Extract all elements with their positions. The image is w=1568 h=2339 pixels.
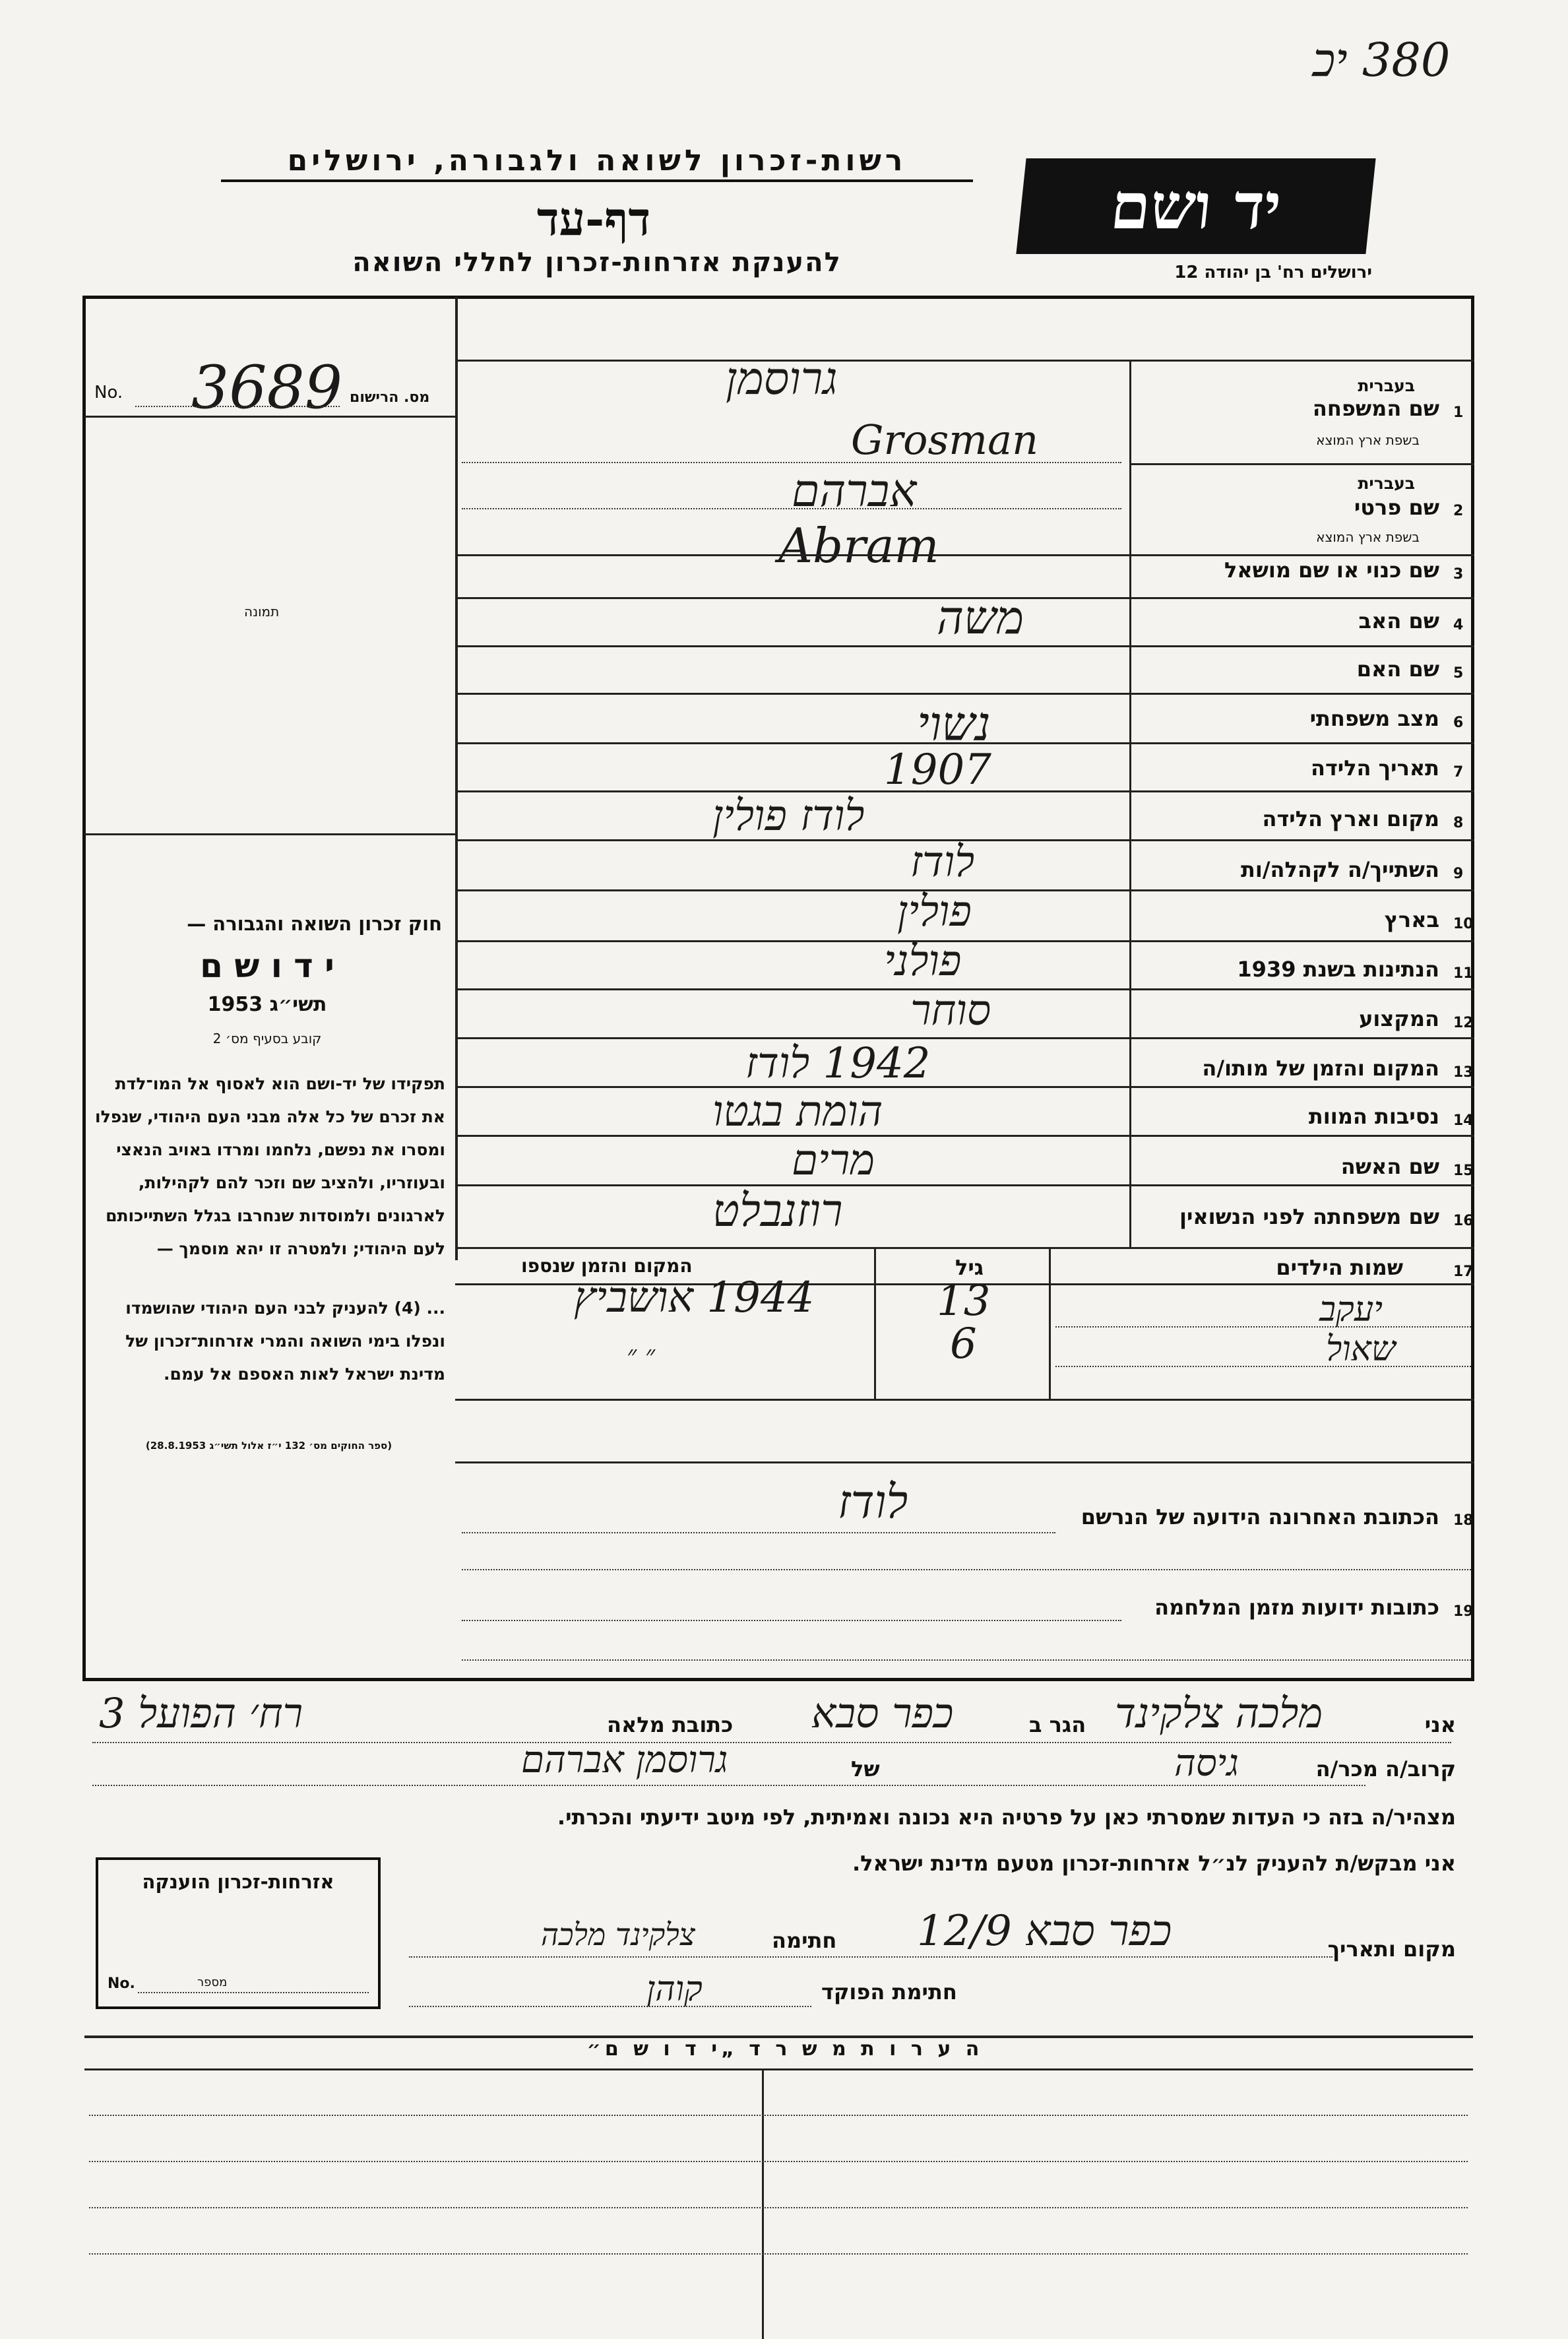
registration-no-label: No. (94, 383, 123, 402)
field-num-7: 7 (1453, 764, 1464, 781)
of-label: של (851, 1756, 880, 1781)
relative-label: קרוב/ה מכר/ה (1315, 1756, 1456, 1781)
law-source: (ספר החוקים מס׳ 132 י״ז אלול תשי״ג 28.8.1953) (145, 1440, 392, 1452)
authority-title: רשות-זכרון לשואה ולגבורה, ירושלים (287, 144, 907, 177)
office-notes-divider (762, 2068, 764, 2339)
row-14-separator (455, 1135, 1474, 1137)
field-num-19: 19 (1453, 1603, 1474, 1620)
field-18-top-line (455, 1461, 1474, 1463)
field-label-family-name: שם המשפחה (1312, 396, 1439, 421)
field-label-citizenship: הנתינות בשנת 1939 (1237, 957, 1439, 982)
officer-signature-line (409, 2006, 811, 2007)
registration-dotted (135, 406, 340, 407)
officer-signature-label: חתימת הפוקד (821, 1979, 957, 2004)
law-body: תפקידו של יד-ושם הוא לאסוף אל המו־לדת את זכרם של כל אלה מבני העם היהודי, שנפלו ומסרו את נפשם, נלחמו ומרדו באויב הנאצי ובעוזריו, ולהציב שם וזכר להם לקהילות, לארגונים ולמוסדות שנחרבו בגלל השתייכותם לעם היהודי; ולמטרה זו יהא מוסמך — (95, 1074, 445, 1258)
law-year: תשי״ג 1953 (207, 993, 327, 1016)
first-name-line-1 (462, 508, 1121, 509)
signature-value: צלקינד מלכה (541, 1917, 695, 1952)
declaration-statement-2: אני מבקש/ת להעניק לנ״ל אזרחות-זכרון מטעם מדינת ישראל. (852, 1851, 1456, 1876)
field-label-birthplace: מקום וארץ הלידה (1262, 806, 1439, 831)
office-notes-header-line (84, 2068, 1473, 2070)
field-value-birthdate: 1907 (884, 746, 991, 794)
field-label-birthdate: תאריך הלידה (1310, 755, 1439, 781)
row-1-separator (1129, 463, 1474, 465)
row-6-separator (455, 742, 1474, 744)
row-2-separator (455, 554, 1474, 556)
field-value-profession: סוחר (910, 986, 991, 1035)
field-value-death: 1942 לודז (745, 1039, 931, 1088)
field-value-wife-maiden: רוזנבלט (712, 1185, 843, 1237)
logo-address: ירושלים רח' בן יהודה 12 (1174, 263, 1372, 282)
field-19-dotted-1 (462, 1620, 1121, 1621)
field-label-country: בארץ (1384, 907, 1439, 932)
declarant-city: כפר סבא (811, 1689, 954, 1737)
declarant-address: רח׳ הפועל 3 (99, 1689, 303, 1737)
field-label-death-circumstances: נסיבות המוות (1308, 1104, 1439, 1129)
field-label-alias: שם כנוי או שם מושאל (1224, 558, 1439, 583)
field-label-wife: שם האשה (1340, 1154, 1439, 1179)
citizenship-box (96, 1857, 381, 2009)
form-subtitle: להענקת אזרחות-זכרון לחללי השואה (352, 247, 842, 278)
row-10-separator (455, 940, 1474, 942)
office-notes-line-3 (89, 2207, 1468, 2208)
office-notes-title: ה ע ר ו ת מ ש ר ד „י ד ו ש ם״ (586, 2037, 984, 2061)
field-num-18: 18 (1453, 1512, 1474, 1529)
signature-label: חתימה (772, 1928, 837, 1953)
field-value-birthplace: לודז פולין (712, 792, 865, 841)
signature-line (409, 1956, 1333, 1958)
declarant-name: מלכה צלקינד (1115, 1689, 1323, 1737)
field-label-wartime-addresses: כתובות ידועות מזמן המלחמה (1154, 1595, 1439, 1620)
office-notes-line-4 (89, 2253, 1468, 2255)
field-num-8: 8 (1453, 815, 1464, 831)
field-label-death: המקום והזמן של מותו/ה (1202, 1056, 1439, 1081)
field-label-wife-maiden: שם משפחתה לפני הנשואין (1179, 1204, 1439, 1229)
resides-label: הגר ב (1029, 1712, 1086, 1737)
field-sub-hebrew-1: בעברית (1358, 376, 1415, 395)
field-label-father: שם האב (1358, 608, 1439, 633)
field-num-13: 13 (1453, 1064, 1474, 1081)
citizenship-box-no: No. (108, 1975, 135, 1992)
officer-signature-value: קוהן (646, 1970, 703, 2009)
law-clause: קובע בסעיף מס׳ 2 (212, 1031, 322, 1046)
corner-annotation: 380 יכ (1313, 33, 1451, 87)
field-num-11: 11 (1453, 965, 1474, 982)
field-value-first-name-he: אברהם (792, 465, 917, 517)
field-value-community: לודז (910, 838, 975, 887)
place-date-value: כפר סבא 12/9 (917, 1907, 1172, 1956)
field-value-marital: נשוי (917, 696, 991, 752)
field-label-marital: מצב משפחתי (1309, 706, 1439, 731)
child-place-1: 1944 אושביץ (574, 1273, 815, 1322)
declaration-statement-1: מצהיר/ה בזה כי העדות שמסרתי כאן על פרטיה היא נכונה ואמיתית, לפי מיטב ידיעתי והכרתי. (557, 1805, 1456, 1830)
field-value-country: פולין (897, 887, 972, 936)
children-bottom-line (455, 1399, 1474, 1401)
field-num-4: 4 (1453, 617, 1464, 633)
row-16-separator (455, 1247, 1474, 1249)
row-12-separator (455, 1037, 1474, 1039)
field-sub-hebrew-2: בעברית (1358, 474, 1415, 493)
field-value-citizenship: פולני (884, 937, 962, 986)
photo-label: תמונה (244, 604, 280, 620)
photo-bottom-line (84, 833, 455, 835)
office-notes-line-2 (89, 2161, 1468, 2162)
field-value-family-name-he: גרוסמן (726, 353, 838, 405)
field-num-10: 10 (1453, 916, 1474, 932)
address-label: כתובת מלאה (607, 1712, 734, 1737)
field-label-mother: שם האם (1356, 657, 1439, 682)
children-header-age: גיל (955, 1255, 984, 1280)
field-18-dotted-2 (462, 1569, 1471, 1570)
row-5-separator (455, 693, 1474, 695)
field-num-2: 2 (1453, 503, 1464, 519)
form-title: דף-עד (536, 191, 651, 246)
place-date-label: מקום ותאריך (1327, 1937, 1456, 1962)
field-num-1: 1 (1453, 404, 1464, 421)
label-column-divider (1129, 360, 1131, 1247)
field-num-16: 16 (1453, 1213, 1474, 1229)
declaration-i-label: אני (1424, 1712, 1456, 1737)
children-age-divider (1049, 1247, 1051, 1399)
row-15-separator (455, 1184, 1474, 1186)
field-18-dotted-1 (462, 1532, 1055, 1533)
children-row-1-line (1055, 1326, 1471, 1328)
logo-text: יד ושם (1107, 169, 1285, 243)
declaration-line-2 (92, 1785, 1365, 1786)
left-column-divider (455, 297, 458, 1260)
field-num-3: 3 (1453, 566, 1464, 583)
child-name-2: שאול (1326, 1330, 1396, 1369)
field-sub-origin-2: בשפת ארץ המוצא (1316, 529, 1420, 545)
child-place-2: ״ ״ (627, 1340, 656, 1370)
row-7-separator (455, 790, 1474, 792)
family-name-line-2 (462, 462, 1121, 463)
law-body-2: ... (4) להעניק לבני העם היהודי שהושמדו ונפלו בימי השואה והמרי אזרחות־זכרון של מדינת ישראל לאות האספם אל עמם. (125, 1298, 445, 1384)
of-value: גרוסמן אברהם (521, 1739, 728, 1781)
field-label-first-name: שם פרטי (1354, 495, 1439, 520)
field-num-14: 14 (1453, 1112, 1474, 1129)
citizenship-box-number-line (138, 1992, 369, 1993)
top-row-line (455, 360, 1474, 362)
field-value-father: משה (937, 591, 1024, 645)
field-num-6: 6 (1453, 715, 1464, 731)
field-value-death-circumstances: הומת בגטו (712, 1087, 883, 1136)
registration-number: 3689 (191, 353, 343, 422)
field-value-family-name-latin: Grosman (851, 416, 1038, 464)
law-name: י ד ו ש ם (200, 947, 334, 985)
row-4-separator (455, 645, 1474, 647)
child-name-1: יעקב (1319, 1290, 1383, 1330)
field-sub-origin-1: בשפת ארץ המוצא (1316, 432, 1420, 448)
field-num-9: 9 (1453, 866, 1464, 882)
field-value-wife: מרים (792, 1136, 875, 1185)
children-place-divider (874, 1247, 876, 1399)
relation-value: גיסה (1174, 1742, 1239, 1785)
field-label-last-address: הכתובת האחרונה הידועה של הנרשם (1081, 1504, 1439, 1529)
child-age-2: 6 (950, 1320, 977, 1368)
child-age-1: 13 (937, 1277, 991, 1326)
registration-label: מס. הרישום (350, 389, 430, 406)
yad-vashem-logo (1016, 158, 1375, 254)
citizenship-box-title: אזרחות-זכרון הוענקה (142, 1871, 334, 1893)
field-label-community: השתייך/ה לקהלה/ות (1240, 857, 1439, 882)
registration-line (84, 416, 455, 418)
row-13-separator (455, 1086, 1474, 1088)
field-num-17: 17 (1453, 1264, 1474, 1280)
law-title: חוק זכרון השואה והגבורה — (187, 913, 442, 935)
authority-underline (221, 179, 973, 182)
field-value-first-name-latin: Abram (778, 518, 939, 573)
children-row-2-line (1055, 1366, 1471, 1367)
field-num-15: 15 (1453, 1163, 1474, 1179)
field-num-12: 12 (1453, 1015, 1474, 1031)
field-value-last-address: לודז (838, 1475, 908, 1529)
field-label-profession: המקצוע (1359, 1006, 1439, 1031)
field-19-dotted-2 (462, 1659, 1471, 1661)
children-header-place: המקום והזמן שנספו (521, 1255, 693, 1277)
children-header-names: שמות הילדים (1276, 1255, 1403, 1280)
field-num-5: 5 (1453, 665, 1464, 682)
office-notes-line-1 (89, 2115, 1468, 2116)
declaration-line-1 (92, 1742, 1451, 1743)
citizenship-box-number-label: מספר (197, 1975, 228, 1989)
